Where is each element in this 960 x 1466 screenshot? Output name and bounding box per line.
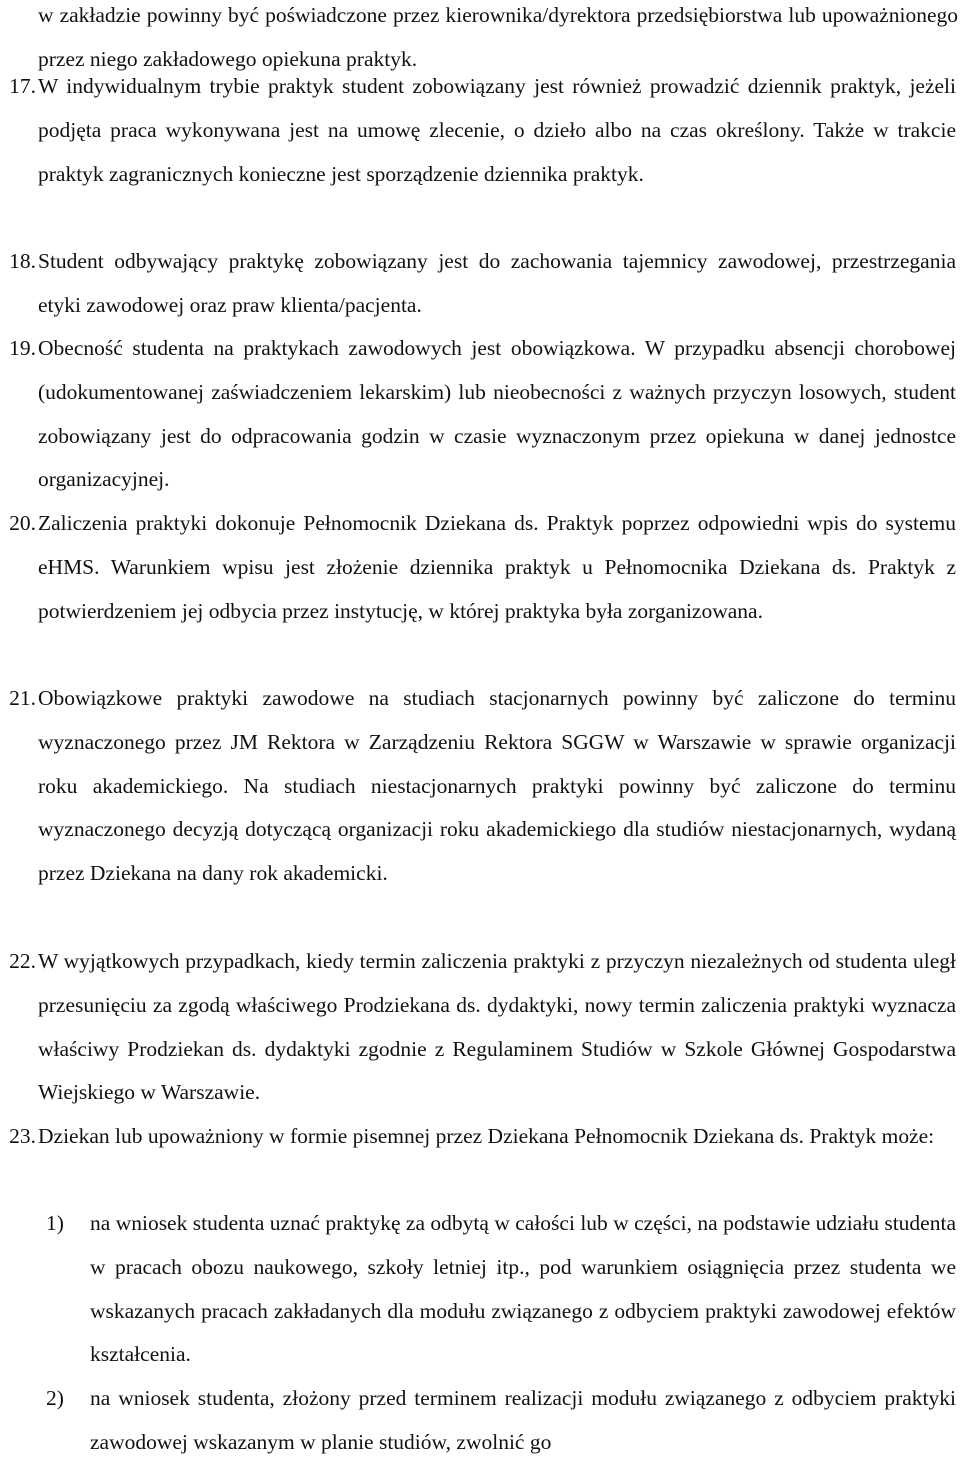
sub-item-2 (0, 1377, 960, 1465)
item-text: Student odbywający praktykę zobowiązany jest do zachowania tajemnicy zawodowej, przestrzegania etyki zawodowej oraz praw klienta/pacjenta. (38, 249, 956, 317)
item-number: 17. (9, 74, 36, 98)
list-item-20 (0, 502, 960, 633)
item-text: Dziekan lub upoważniony w formie pisemnej przez Dziekana Pełnomocnik Dziekana ds. Praktyk może: (38, 1124, 935, 1148)
sub-item-text: na wniosek studenta, złożony przed terminem realizacji modułu związanego z odbyciem praktyki zawodowej wskazanym w planie studiów, zwolnić go (90, 1386, 956, 1454)
item-text: Obecność studenta na praktykach zawodowych jest obowiązkowa. W przypadku absencji chorobowej (udokumentowanej zaświadczeniem lekarskim) lub nieobecności z ważnych przyczyn losowych, student zobowiązany jest do odpracowania godzin w czasie wyznaczonym przez opiekuna w danej jednostce organizacyjnej. (38, 336, 956, 492)
list-item-22 (0, 940, 960, 1115)
item-number: 18. (9, 249, 36, 273)
item-number: 19. (9, 336, 36, 360)
item-text: Obowiązkowe praktyki zawodowe na studiach stacjonarnych powinny być zaliczone do terminu wyznaczonego przez JM Rektora w Zarządzeniu Rektora SGGW w Warszawie w sprawie organizacji roku akademickiego. Na studiach niestacjonarnych praktyki powinny być zaliczone do terminu wyznaczonego decyzją dotyczącą organizacji roku akademickiego dla studiów niestacjonarnych, wydaną przez Dziekana na dany rok akademicki. (38, 686, 956, 886)
intro-paragraph: w zakładzie powinny być poświadczone przez kierownika/dyrektora przedsiębiorstwa lub upoważnionego przez niego zakładowego opiekuna praktyk. (38, 3, 958, 71)
item-text: W indywidualnym trybie praktyk student zobowiązany jest również prowadzić dziennik praktyk, jeżeli podjęta praca wykonywana jest na umowę zlecenie, o dzieło albo na czas określony. Także w trakcie praktyk zagranicznych konieczne jest sporządzenie dziennika praktyk. (38, 74, 956, 186)
list-item-17 (0, 65, 960, 196)
sub-item-number: 2) (46, 1386, 64, 1410)
sub-item-number: 1) (46, 1211, 64, 1235)
list-item-21 (0, 677, 960, 896)
item-number: 22. (9, 949, 36, 973)
item-text: Zaliczenia praktyki dokonuje Pełnomocnik Dziekana ds. Praktyk poprzez odpowiedni wpis do systemu eHMS. Warunkiem wpisu jest złożenie dziennika praktyk u Pełnomocnika Dziekana ds. Praktyk z potwierdzeniem jej odbycia przez instytucję, w której praktyka była zorganizowana. (38, 511, 956, 623)
list-item-19 (0, 327, 960, 502)
sub-item-1 (0, 1202, 960, 1377)
item-number: 20. (9, 511, 36, 535)
list-item-23 (0, 1115, 960, 1159)
item-text: W wyjątkowych przypadkach, kiedy termin zaliczenia praktyki z przyczyn niezależnych od studenta uległ przesunięciu za zgodą właściwego Prodziekana ds. dydaktyki, nowy termin zaliczenia praktyki wyznacza właściwy Prodziekan ds. dydaktyki zgodnie z Regulaminem Studiów w Szkole Głównej Gospodarstwa Wiejskiego w Warszawie. (38, 949, 956, 1105)
sub-item-text: na wniosek studenta uznać praktykę za odbytą w całości lub w części, na podstawie udziału studenta w pracach obozu naukowego, szkoły letniej itp., pod warunkiem osiągnięcia przez studenta we wskazanych pracach zakładanych dla modułu związanego z odbyciem praktyki zawodowej efektów kształcenia. (90, 1211, 956, 1367)
item-number: 21. (9, 686, 36, 710)
item-number: 23. (9, 1124, 36, 1148)
list-item-18 (0, 240, 960, 328)
